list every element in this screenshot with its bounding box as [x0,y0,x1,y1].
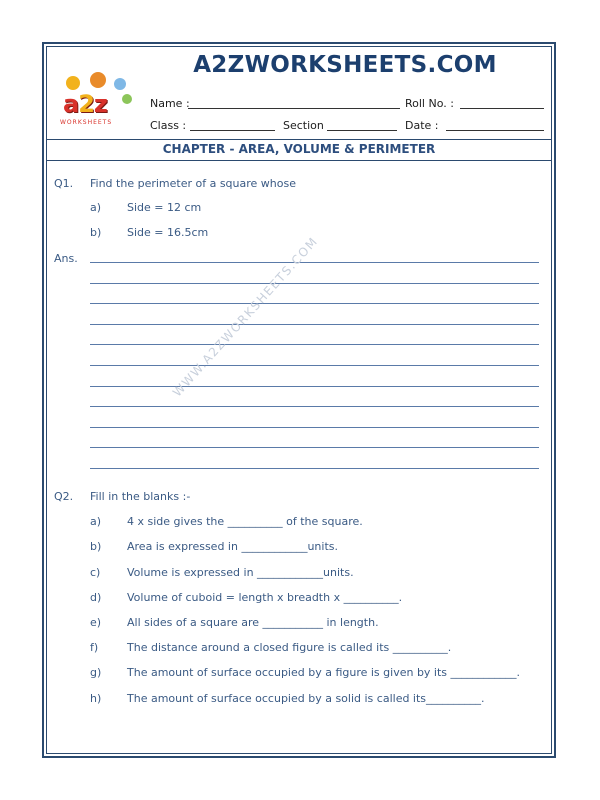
q2-item-f-label: f) [90,641,99,654]
roll-label: Roll No. : [405,97,454,110]
answer-line[interactable] [90,344,539,345]
q2-item-h-text: The amount of surface occupied by a solid is called its__________. [127,692,485,705]
date-field[interactable] [446,130,544,131]
chapter-divider [46,160,552,161]
answer-line[interactable] [90,324,539,325]
class-label: Class : [150,119,187,132]
site-logo [56,72,138,128]
name-label: Name : [150,97,190,110]
logo-bubble-yellow [66,76,80,90]
q1-part-a-text: Side = 12 cm [127,201,202,214]
header-divider [46,139,552,140]
section-label: Section [283,119,324,132]
q2-item-f-text: The distance around a closed figure is called its __________. [127,641,452,654]
q2-item-c-label: c) [90,566,101,579]
q2-item-b-label: b) [90,540,102,553]
logo-wordmark: a2z [63,90,107,118]
class-field[interactable] [190,130,275,131]
answer-line[interactable] [90,283,539,284]
q2-item-g-label: g) [90,666,102,679]
answer-line[interactable] [90,303,539,304]
q2-item-d-text: Volume of cuboid = length x breadth x __________. [127,591,403,604]
answer-line[interactable] [90,468,539,469]
q2-text: Fill in the blanks :- [90,490,191,503]
q2-item-b-text: Area is expressed in ____________units. [127,540,338,553]
answer-line[interactable] [90,447,539,448]
logo-bubble-green [122,94,132,104]
logo-bubble-orange [90,72,106,88]
q2-item-g-text: The amount of surface occupied by a figure is given by its ____________. [127,666,521,679]
q1-number: Q1. [54,177,74,190]
q1-part-b-label: b) [90,226,102,239]
date-label: Date : [405,119,439,132]
site-title: A2ZWORKSHEETS.COM [193,52,497,78]
q2-item-a-label: a) [90,515,102,528]
q2-item-e-text: All sides of a square are ___________ in length. [127,616,379,629]
q2-item-a-text: 4 x side gives the __________ of the square. [127,515,363,528]
q2-number: Q2. [54,490,74,503]
answer-line[interactable] [90,365,539,366]
logo-bubble-blue [114,78,126,90]
section-field[interactable] [327,130,397,131]
logo-subtitle: WORKSHEETS [60,119,113,126]
answer-line[interactable] [90,427,539,428]
q2-item-h-label: h) [90,692,102,705]
answer-line[interactable] [90,386,539,387]
q2-item-d-label: d) [90,591,102,604]
answer-label: Ans. [54,252,78,265]
answer-line[interactable] [90,262,539,263]
q1-text: Find the perimeter of a square whose [90,177,296,190]
answer-line[interactable] [90,406,539,407]
name-field[interactable] [188,108,400,109]
q1-part-b-text: Side = 16.5cm [127,226,209,239]
watermark: WWW.A2ZWORKSHEETS.COM [170,234,321,400]
q2-item-e-label: e) [90,616,102,629]
chapter-heading: CHAPTER - AREA, VOLUME & PERIMETER [162,142,436,156]
q1-part-a-label: a) [90,201,102,214]
roll-field[interactable] [460,108,544,109]
q2-item-c-text: Volume is expressed in ____________units. [127,566,354,579]
